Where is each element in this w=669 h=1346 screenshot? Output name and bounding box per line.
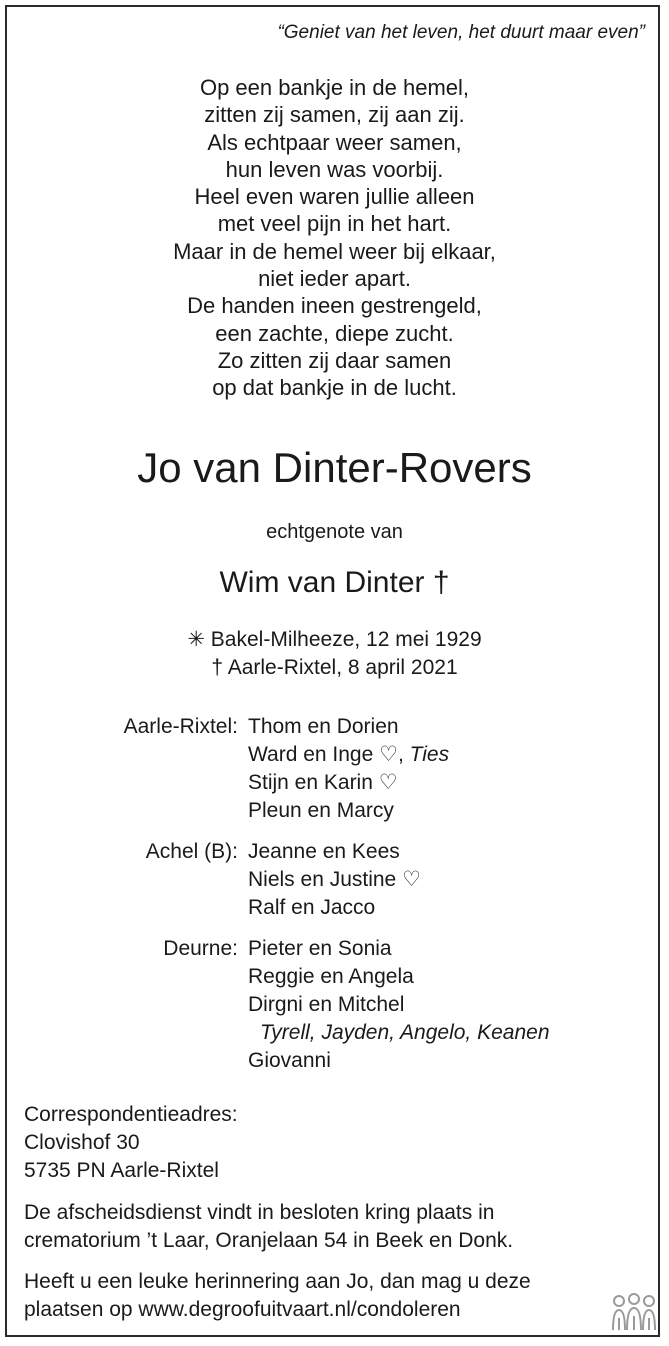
- family-line: Dirgni en Mitchel: [248, 993, 405, 1016]
- condolence-notice: [24, 1268, 644, 1324]
- address-label: Correspondentieadres:: [24, 1103, 238, 1126]
- family-place: Aarle-Rixtel:: [123, 715, 238, 738]
- spouse-name: Wim van Dinter †: [219, 566, 450, 599]
- poem-line: op dat bankje in de lucht.: [212, 375, 457, 401]
- spouse-label: echtgenote van: [266, 521, 403, 543]
- grandchildren-names: Tyrell, Jayden, Angelo, Keanen: [260, 1021, 550, 1044]
- death-date: † Aarle-Rixtel, 8 april 2021: [211, 656, 458, 679]
- family-line: Niels en Justine ♡: [248, 868, 421, 891]
- address-city: 5735 PN Aarle-Rixtel: [24, 1159, 219, 1182]
- condolence-link[interactable]: plaatsen op www.degroofuitvaart.nl/condoleren: [24, 1298, 461, 1321]
- address-street: Clovishof 30: [24, 1131, 140, 1154]
- condolence-line: Heeft u een leuke herinnering aan Jo, dan mag u deze: [24, 1270, 531, 1293]
- family-names: [248, 935, 550, 1075]
- family-line: Giovanni: [248, 1049, 331, 1072]
- family-line: Ward en Inge ♡, Ties: [248, 743, 450, 766]
- family-line: [248, 1019, 550, 1047]
- service-notice: [24, 1199, 644, 1255]
- family-line: Ralf en Jacco: [248, 896, 376, 919]
- correspondence-address: [24, 1101, 644, 1185]
- family-line: Reggie en Angela: [248, 965, 414, 988]
- poem-line: Zo zitten zij daar samen: [217, 347, 452, 373]
- poem: [0, 74, 669, 402]
- grandchild-name: Ties: [409, 743, 450, 766]
- family-line: Stijn en Karin ♡: [248, 771, 398, 794]
- poem-line: niet ieder apart.: [258, 266, 411, 292]
- poem-line: een zachte, diepe zucht.: [215, 320, 454, 346]
- poem-line: zitten zij samen, zij aan zij.: [204, 102, 465, 128]
- family-line: Thom en Dorien: [248, 715, 399, 738]
- deceased-name: Jo van Dinter-Rovers: [137, 444, 532, 491]
- service-line: De afscheidsdienst vindt in besloten kring plaats in: [24, 1201, 495, 1224]
- poem-line: De handen ineen gestrengeld,: [187, 293, 482, 319]
- family-people-icon: [611, 1292, 657, 1332]
- poem-line: Maar in de hemel weer bij elkaar,: [173, 238, 496, 264]
- life-dates: [0, 626, 669, 682]
- family-place: Deurne:: [163, 937, 238, 960]
- birth-date: ✳ Bakel-Milheeze, 12 mei 1929: [187, 628, 482, 651]
- family-place: Achel (B):: [145, 840, 238, 863]
- motto: “Geniet van het leven, het duurt maar even”: [277, 22, 645, 43]
- poem-line: hun leven was voorbij.: [225, 156, 444, 182]
- family-names: [248, 713, 449, 825]
- poem-line: met veel pijn in het hart.: [217, 211, 452, 237]
- family-line: Pleun en Marcy: [248, 799, 394, 822]
- family-names: [248, 838, 421, 922]
- family-line: Jeanne en Kees: [248, 840, 400, 863]
- poem-line: Heel even waren jullie alleen: [194, 184, 475, 210]
- family-line: Pieter en Sonia: [248, 937, 392, 960]
- poem-line: Als echtpaar weer samen,: [207, 129, 462, 155]
- poem-line: Op een bankje in de hemel,: [199, 75, 470, 100]
- service-line: crematorium ’t Laar, Oranjelaan 54 in Beek en Donk.: [24, 1229, 514, 1252]
